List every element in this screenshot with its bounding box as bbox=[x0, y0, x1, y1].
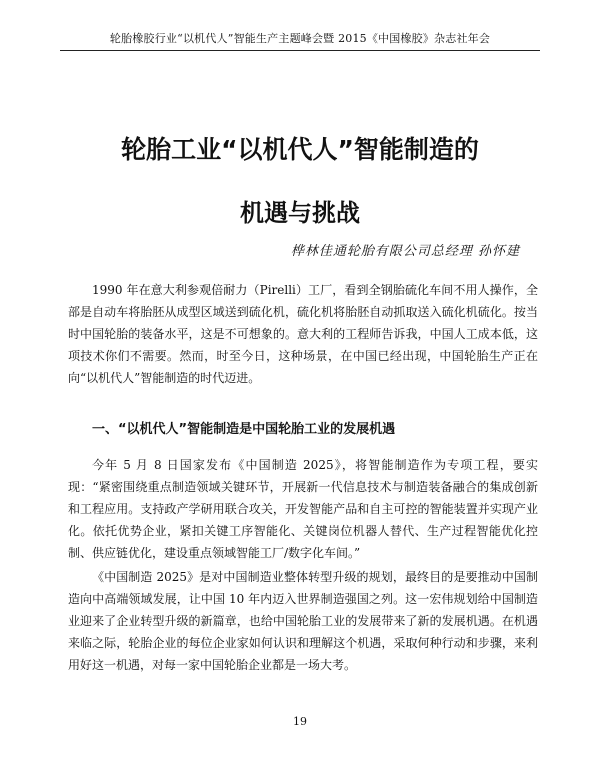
article-title-line-2: 机遇与挑战 bbox=[240, 199, 360, 227]
section-heading: 一、“以机代人”智能制造是中国轮胎工业的发展机遇 bbox=[92, 422, 396, 437]
body-paragraph: 今年 5 月 8 日国家发布《中国制造 2025》，将智能制造作为专项工程，要实现：“紧密围绕重点制造领域关键环节，开展新一代信息技术与制造装备融合的集成创新和工程应用。支持政产学研用联合攻关，开发智能产品和自主可控的智能装置并实现产业化。依托优势企业，紧扣关键工序智能化、关键岗位机器人替代、生产过程智能优化控制、供应链优化，建设重点领域智能工厂/数字化车间。” bbox=[68, 458, 538, 560]
body-paragraph: 《中国制造 2025》是对中国制造业整体转型升级的规划，最终目的是要推动中国制造向中高端领域发展，让中国 10 年内迈入世界制造强国之列。这一宏伟规划给中国制造业迎来了企业转型升级的新篇章，也给中国轮胎工业的发展带来了新的发展机遇。在机遇来临之际，轮胎企业的每位企业家如何认识和理解这个机遇，采取何种行动和步骤，来利用好这一机遇，对每一家中国轮胎企业都是一场大考。 bbox=[68, 570, 538, 672]
page-number: 19 bbox=[293, 715, 307, 728]
intro-section bbox=[68, 279, 538, 389]
article-title-line-1: 轮胎工业“以机代人”智能制造的 bbox=[121, 135, 479, 164]
author-byline: 桦林佳通轮胎有限公司总经理 孙怀建 bbox=[290, 244, 520, 259]
intro-paragraph: 1990 年在意大利参观倍耐力（Pirelli）工厂，看到全钢胎硫化车间不用人操作，全部是自动车将胎胚从成型区域送到硫化机，硫化机将胎胚自动抓取送入硫化机硫化。按当时中国轮胎的装备水平，这是不可想象的。意大利的工程师告诉我，中国人工成本低，这项技术你们不需要。然而，时至今日，这种场景，在中国已经出现，中国轮胎生产正在向“以机代人”智能制造的时代迈进。 bbox=[68, 283, 538, 385]
running-header: 轮胎橡胶行业“以机代人”智能生产主题峰会暨 2015《中国橡胶》杂志社年会 bbox=[60, 30, 540, 51]
section-body bbox=[68, 454, 538, 676]
